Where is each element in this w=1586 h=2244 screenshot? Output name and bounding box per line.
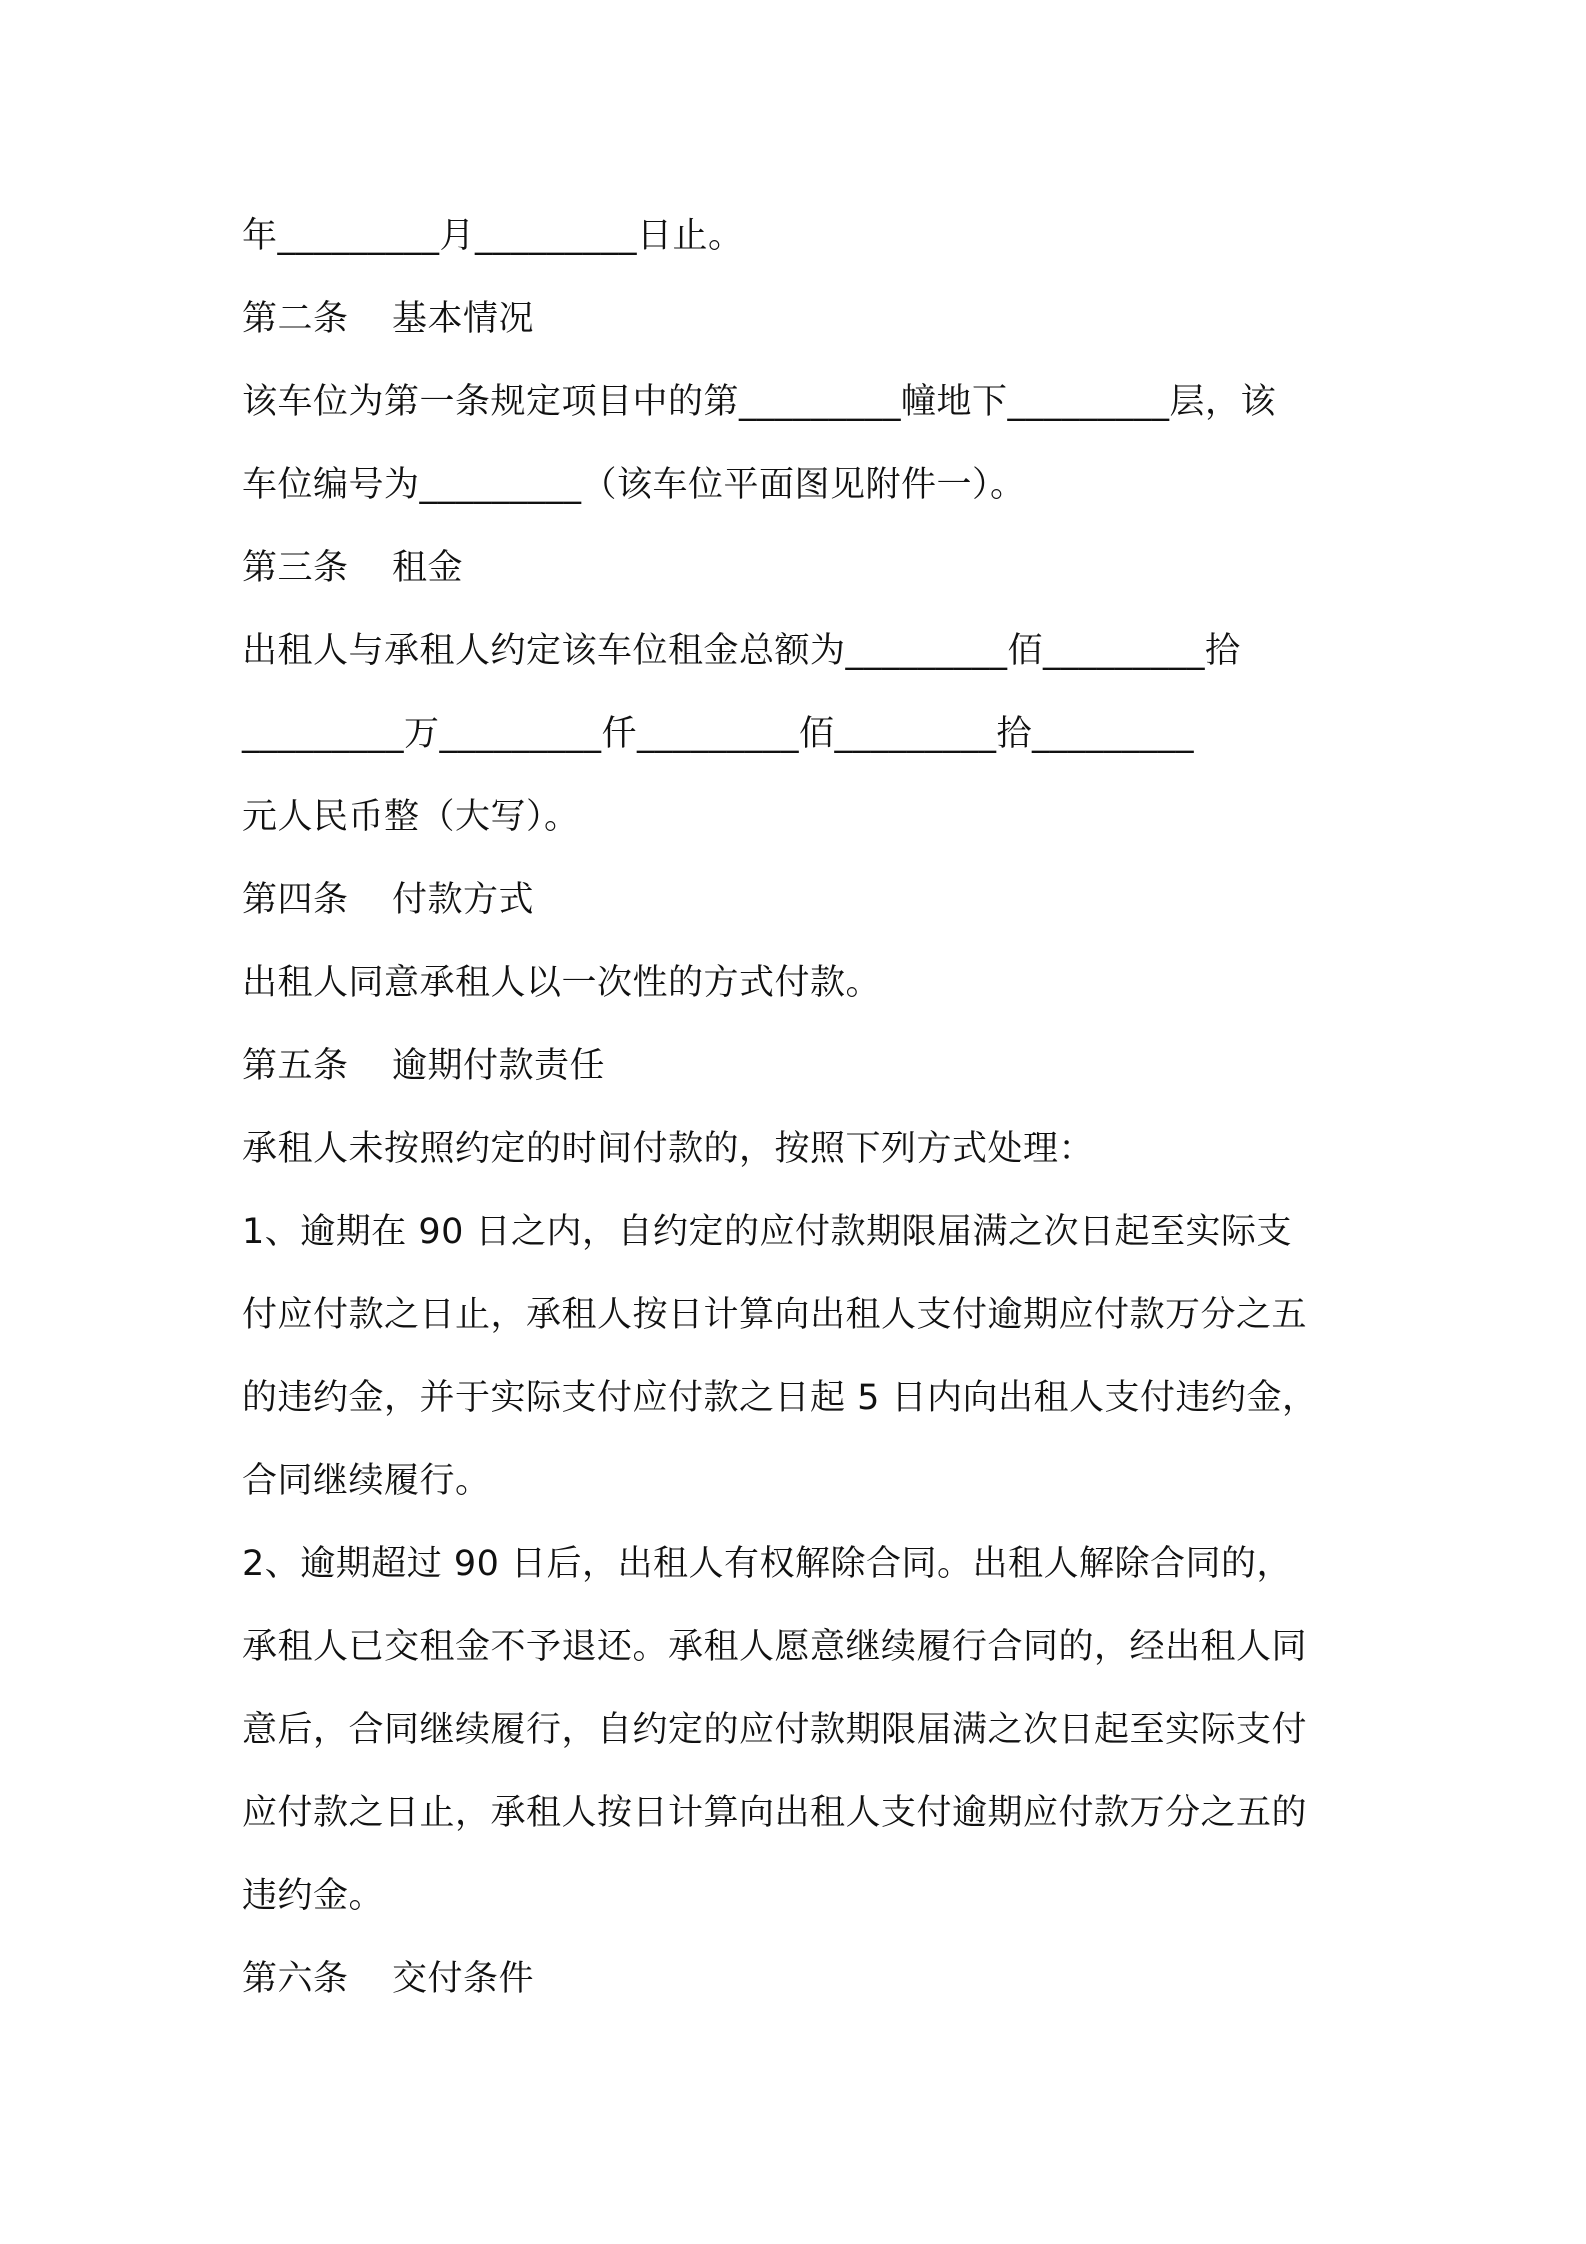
article-heading <box>242 1025 1362 1108</box>
text-line: 违约金。 <box>242 1876 385 1916</box>
text-line: 车位编号为_________（该车位平面图见附件一）。 <box>242 465 1026 505</box>
article-title: 租金 <box>392 548 464 588</box>
text-line: 出租人与承租人约定该车位租金总额为_________佰_________拾 <box>242 631 1241 671</box>
text-line: 合同继续履行。 <box>242 1461 491 1501</box>
text-line: 承租人未按照约定的时间付款的，按照下列方式处理： <box>242 1129 1095 1169</box>
text-line: 承租人已交租金不予退还。承租人愿意继续履行合同的，经出租人同 <box>242 1627 1308 1667</box>
text-line: 出租人同意承租人以一次性的方式付款。 <box>242 963 882 1003</box>
text-line: 应付款之日止，承租人按日计算向出租人支付逾期应付款万分之五的 <box>242 1793 1308 1833</box>
text-line: _________万_________仟_________佰_________拾_________ <box>242 714 1195 754</box>
text-line: 元人民币整（大写）。 <box>242 797 580 837</box>
text-line: 1、逾期在 90 日之内，自约定的应付款期限届满之次日起至实际支 <box>242 1212 1293 1252</box>
article-number: 第六条 <box>242 1959 349 1999</box>
article-number: 第二条 <box>242 299 349 339</box>
article-heading <box>242 278 1362 361</box>
text-line: 意后，合同继续履行，自约定的应付款期限届满之次日起至实际支付 <box>242 1710 1308 1750</box>
text-line: 2、逾期超过 90 日后，出租人有权解除合同。出租人解除合同的， <box>242 1544 1293 1584</box>
article-heading <box>242 527 1362 610</box>
text-line: 的违约金，并于实际支付应付款之日起 5 日内向出租人支付违约金， <box>242 1378 1318 1418</box>
article-number: 第四条 <box>242 880 349 920</box>
article-number: 第五条 <box>242 1046 349 1086</box>
article-heading <box>242 1938 1362 2021</box>
article-title: 逾期付款责任 <box>392 1046 606 1086</box>
article-title: 交付条件 <box>392 1959 535 1999</box>
text-line: 付应付款之日止，承租人按日计算向出租人支付逾期应付款万分之五 <box>242 1295 1308 1335</box>
text-line: 该车位为第一条规定项目中的第_________幢地下_________层，该 <box>242 382 1277 422</box>
article-title: 基本情况 <box>392 299 535 339</box>
article-title: 付款方式 <box>392 880 535 920</box>
article-heading <box>242 859 1362 942</box>
document-body <box>242 195 1362 2021</box>
text-line: 年_________月_________日止。 <box>242 216 744 256</box>
article-number: 第三条 <box>242 548 349 588</box>
